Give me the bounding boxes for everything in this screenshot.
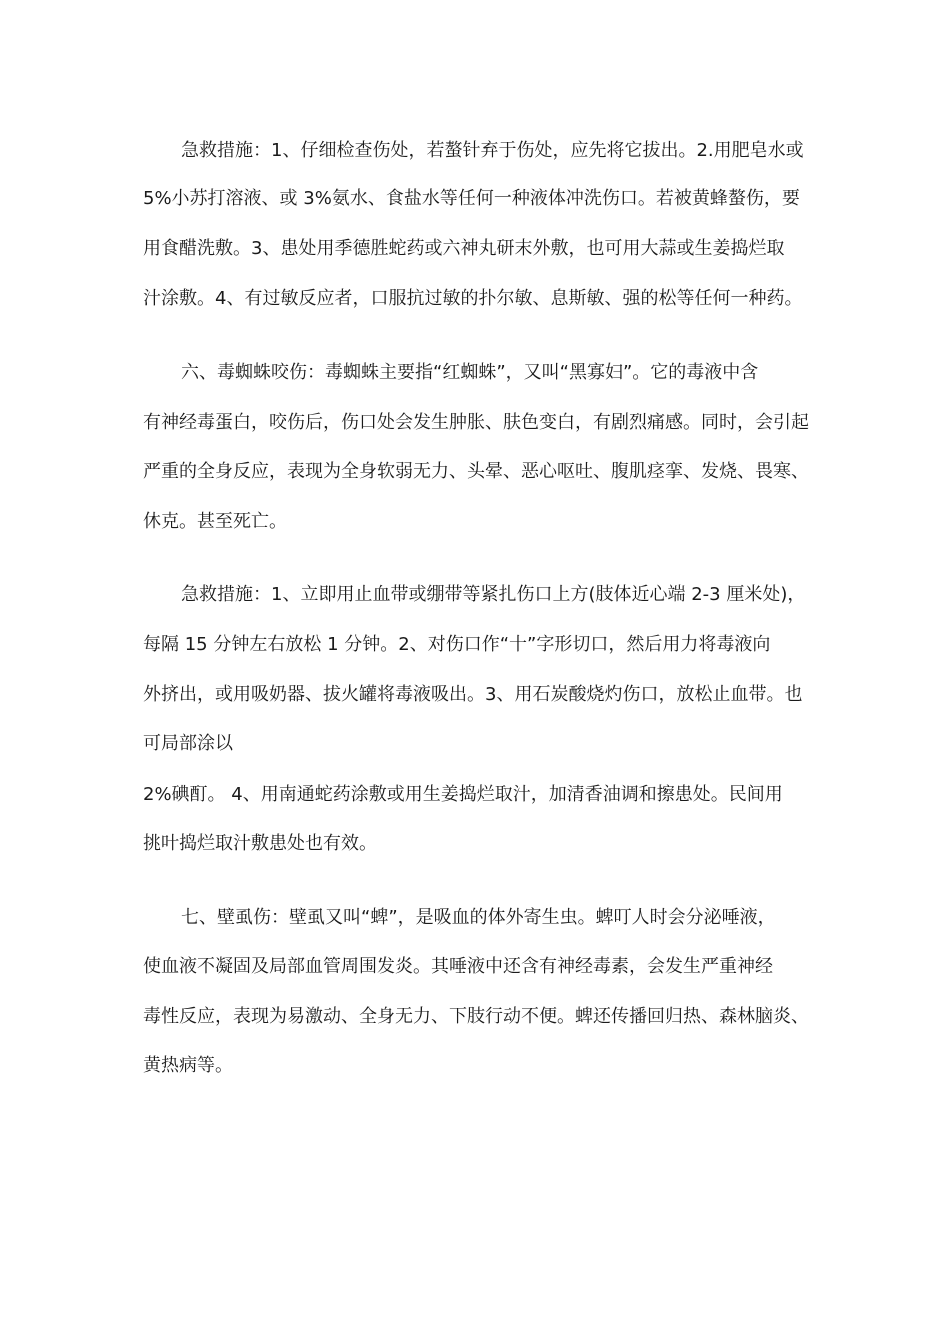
text-line: 七、壁虱伤：壁虱又叫“蜱”，是吸血的体外寄生虫。蜱叮人时会分泌唾液，: [181, 907, 776, 928]
text-line: 黄热病等。: [143, 1055, 233, 1076]
text-line: 2%碘酊。 4、用南通蛇药涂敷或用生姜捣烂取汁，加清香油调和擦患处。民间用: [143, 784, 783, 805]
text-line: 毒性反应，表现为易激动、全身无力、下肢行动不便。蜱还传播回归热、森林脑炎、: [143, 1006, 809, 1027]
text-line: 挑叶捣烂取汁敷患处也有效。: [143, 833, 377, 854]
text-line: 休克。甚至死亡。: [143, 511, 287, 532]
text-line: 外挤出，或用吸奶器、拔火罐将毒液吸出。3、用石炭酸烧灼伤口，放松止血带。也: [143, 684, 803, 705]
text-line: 可局部涂以: [143, 733, 233, 754]
text-line: 每隔 15 分钟左右放松 1 分钟。2、对伤口作“十”字形切口，然后用力将毒液向: [143, 634, 771, 655]
text-line: 汁涂敷。4、有过敏反应者，口服抗过敏的扑尔敏、息斯敏、强的松等任何一种药。: [143, 288, 803, 309]
text-line: 5%小苏打溶液、或 3%氨水、食盐水等任何一种液体冲洗伤口。若被黄蜂螯伤，要: [143, 188, 800, 209]
text-line: 急救措施：1、立即用止血带或绷带等紧扎伤口上方(肢体近心端 2-3 厘米处)，: [181, 584, 806, 605]
text-line: 六、毒蜘蛛咬伤：毒蜘蛛主要指“红蜘蛛”，又叫“黑寡妇”。它的毒液中含: [181, 362, 759, 383]
text-line: 严重的全身反应，表现为全身软弱无力、头晕、恶心呕吐、腹肌痉挛、发烧、畏寒、: [143, 461, 809, 482]
text-line: 用食醋洗敷。3、患处用季德胜蛇药或六神丸研末外敷，也可用大蒜或生姜捣烂取: [143, 238, 785, 259]
text-line: 急救措施：1、仔细检查伤处，若螯针弃于伤处，应先将它拔出。2.用肥皂水或: [181, 140, 804, 161]
text-line: 有神经毒蛋白，咬伤后，伤口处会发生肿胀、肤色变白，有剧烈痛感。同时，会引起: [143, 412, 809, 433]
text-line: 使血液不凝固及局部血管周围发炎。其唾液中还含有神经毒素，会发生严重神经: [143, 956, 773, 977]
